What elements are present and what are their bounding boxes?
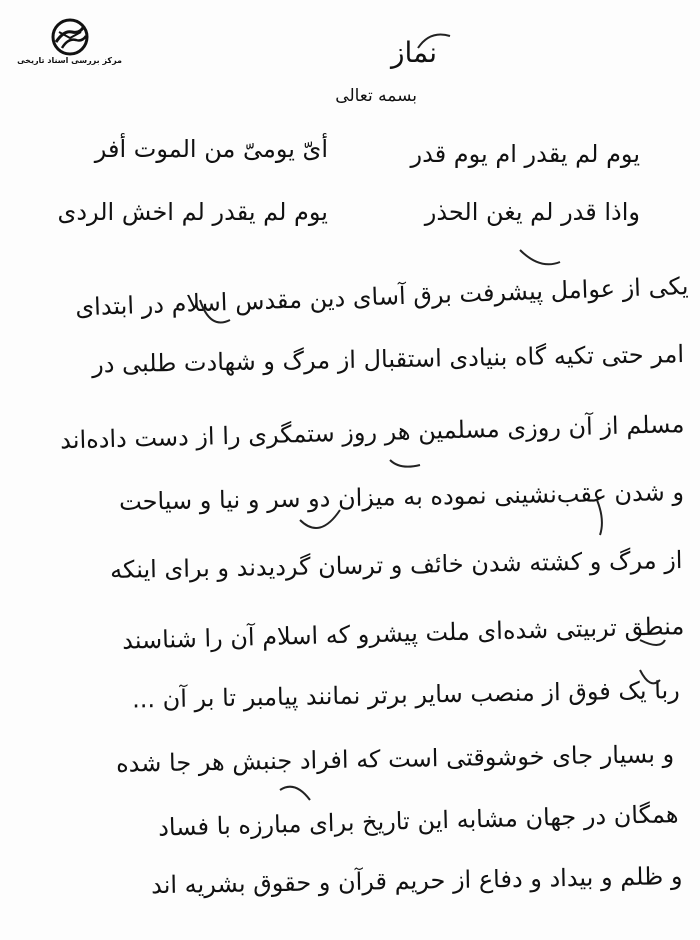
verse-1-right: أیّ یومیّ من الموت أفر [94,135,328,163]
body-line-4: و شدن عقب‌نشینی نموده به میزان دو سر و نیا و سیاحت [118,478,685,516]
body-line-6: منطق تربیتی شده‌ای ملت پیشرو که اسلام آن را شناسند [121,612,685,655]
logo-caption: مرکز بررسی اسناد تاریخی [17,56,122,65]
basmala-heading: بسمه تعالی [335,86,417,106]
body-line-10: و ظلم و بیداد و دفاع از حریم قرآن و حقوق بشریه اند [150,862,683,900]
book-globe-icon [50,18,90,56]
verse-2-right: یوم لم یقدر لم اخش الردی [57,198,328,226]
body-line-9: همگان در جهان مشابه این تاریخ برای مبارزه با فساد [157,800,679,842]
body-line-3: مسلم از آن روزی مسلمین هر روز ستمگری را از دست داده‌اند [59,410,685,455]
page-heading: نماز [390,36,437,69]
body-line-1: یکی از عوامل پیشرفت برق آسای دین مقدس اسلام در ابتدای [74,272,689,322]
body-line-8: و بسیار جای خوشوقتی است که افراد جنبش هر جا شده [115,740,675,778]
verse-2-left: واذا قدر لم یغن الحذر [424,198,640,226]
body-line-7: ربا یک فوق از منصب سایر برتر نمانند پیامبر تا بر آن ... [132,676,681,714]
verse-1-left: یوم لم یقدر ام یوم قدر [410,140,640,168]
archive-logo [17,18,122,70]
body-line-5: از مرگ و کشته شدن خائف و ترسان گردیدند و برای اینکه [109,546,683,584]
body-line-2: امر حتی تکیه گاه بنیادی استقبال از مرگ و شهادت طلبی در [91,340,685,379]
